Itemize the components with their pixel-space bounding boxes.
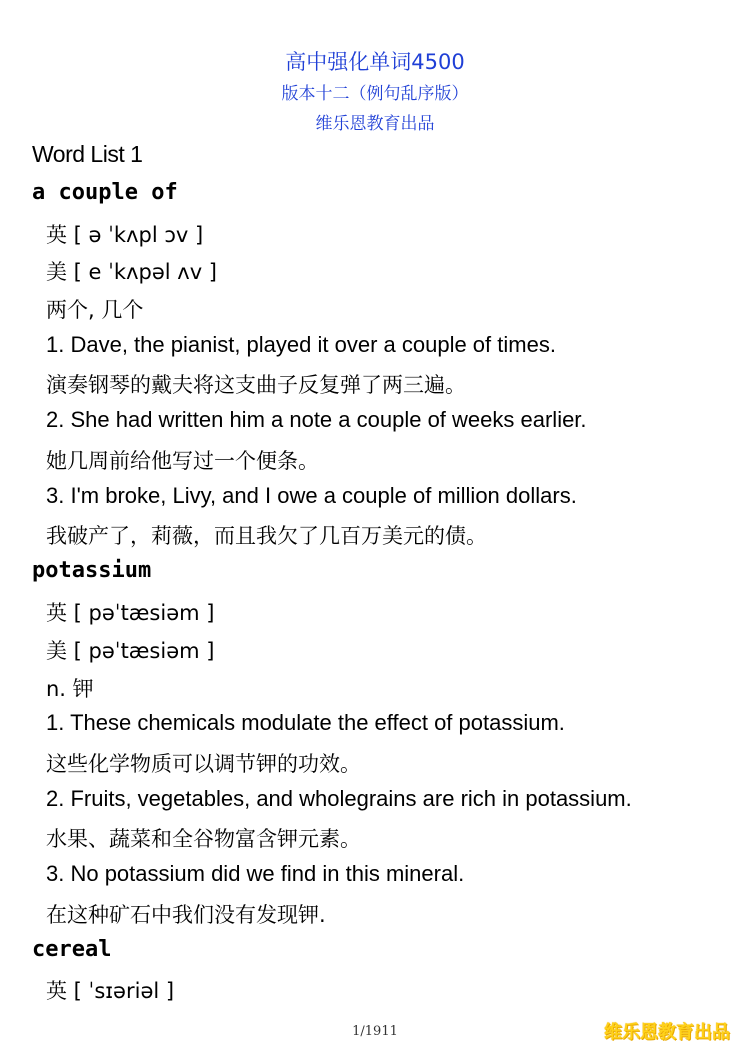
entry-word: potassium bbox=[32, 558, 152, 583]
page-number: 1/1911 bbox=[352, 1024, 398, 1039]
word-list-title: Word List 1 bbox=[32, 141, 143, 167]
entry-word: a couple of bbox=[32, 180, 178, 205]
entry-uk-pronunciation: 英 [ ˈsɪəriəl ] bbox=[46, 979, 175, 1003]
entry-uk-pronunciation: 英 [ ə ˈkʌpl ɔv ] bbox=[46, 223, 204, 247]
example-en: 2. She had written him a note a couple of weeks earlier. bbox=[46, 407, 587, 432]
example-en: 1. Dave, the pianist, played it over a couple of times. bbox=[46, 332, 556, 357]
example-zh: 演奏钢琴的戴夫将这支曲子反复弹了两三遍。 bbox=[46, 373, 466, 397]
example-en: 1. These chemicals modulate the effect of potassium. bbox=[46, 710, 565, 735]
document-subtitle: 版本十二（例句乱序版） bbox=[281, 84, 469, 104]
entry-meaning: 两个, 几个 bbox=[46, 298, 144, 322]
entry-us-pronunciation: 美 [ pəˈtæsiəm ] bbox=[46, 639, 215, 663]
example-zh: 她几周前给他写过一个便条。 bbox=[46, 449, 319, 473]
publisher-line: 维乐恩教育出品 bbox=[315, 114, 435, 134]
example-zh: 在这种矿石中我们没有发现钾. bbox=[46, 903, 326, 927]
example-zh: 这些化学物质可以调节钾的功效。 bbox=[46, 752, 361, 776]
example-en: 3. I'm broke, Livy, and I owe a couple of million dollars. bbox=[46, 483, 577, 508]
example-zh: 水果、蔬菜和全谷物富含钾元素。 bbox=[46, 827, 361, 851]
example-zh: 我破产了，莉薇，而且我欠了几百万美元的债。 bbox=[46, 524, 487, 548]
entry-uk-pronunciation: 英 [ pəˈtæsiəm ] bbox=[46, 601, 215, 625]
entry-meaning: n. 钾 bbox=[46, 677, 94, 701]
entry-word: cereal bbox=[32, 937, 112, 962]
entry-us-pronunciation: 美 [ e ˈkʌpəl ʌv ] bbox=[46, 260, 217, 284]
example-en: 3. No potassium did we find in this mineral. bbox=[46, 861, 465, 886]
document-title: 高中强化单词4500 bbox=[285, 50, 465, 74]
example-en: 2. Fruits, vegetables, and wholegrains are rich in potassium. bbox=[46, 786, 632, 811]
publisher-watermark: 维乐恩教育出品 bbox=[604, 1022, 730, 1043]
